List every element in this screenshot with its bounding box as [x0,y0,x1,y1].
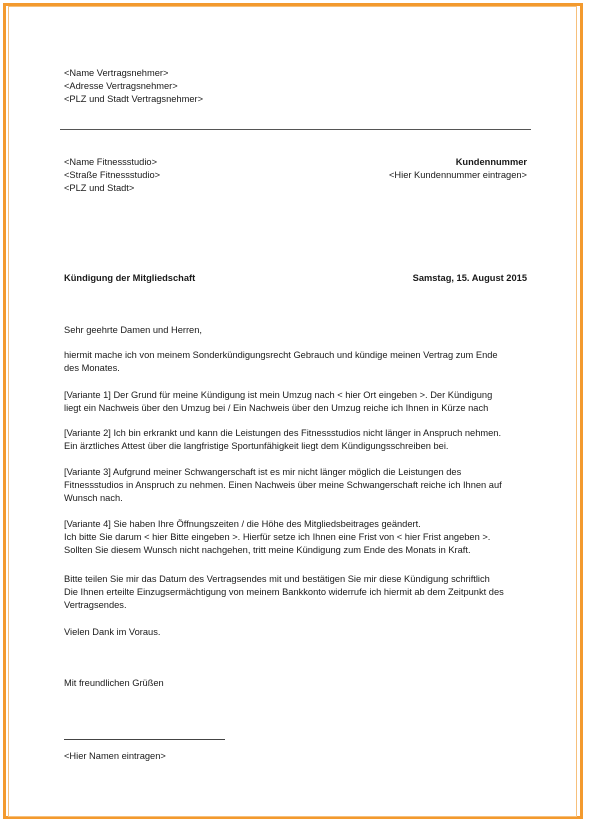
variant3-line-1: [Variante 3] Aufgrund meiner Schwangerschaft ist es mir nicht länger möglich die Leistungen des [64,467,462,477]
subject-line: Kündigung der Mitgliedschaft [64,273,196,283]
closing-line-3: Vertragsendes. [64,600,127,610]
signature-name-placeholder: <Hier Namen eintragen> [64,751,166,761]
variant2-line-2: Ein ärztliches Attest über die langfristige Sportunfähigkeit liegt dem Kündigungsschreiben bei. [64,441,449,451]
variant4-line-1: [Variante 4] Sie haben Ihre Öffnungszeiten / die Höhe des Mitgliedsbeitrages geändert. [64,519,421,529]
variant4-line-3: Sollten Sie diesem Wunsch nicht nachgehen, tritt meine Kündigung zum Ende des Monats in Kraft. [64,545,471,555]
variant2-line-1: [Variante 2] Ich bin erkrankt und kann die Leistungen des Fitnessstudios nicht länger in Anspruch nehmen. [64,428,502,438]
greeting: Mit freundlichen Grüßen [64,678,164,688]
variant3-line-3: Wunsch nach. [64,493,123,503]
thanks-line: Vielen Dank im Voraus. [64,627,161,637]
customer-number-placeholder: <Hier Kundennummer eintragen> [389,170,527,180]
sender-name: <Name Vertragsnehmer> [64,68,169,78]
closing-line-2: Die Ihnen erteilte Einzugsermächtigung von meinem Bankkonto widerrufe ich hiermit ab dem Zeitpunkt des [64,587,504,597]
closing-line-1: Bitte teilen Sie mir das Datum des Vertragsendes mit und bestätigen Sie mir diese Kündigung schriftlich [64,574,490,584]
intro-line-1: hiermit mache ich von meinem Sonderkündigungsrecht Gebrauch und kündige meinen Vertrag zum Ende [64,350,498,360]
variant1-line-1: [Variante 1] Der Grund für meine Kündigung ist mein Umzug nach < hier Ort eingeben >. Der Kündigung [64,390,493,400]
variant3-line-2: Fitnessstudios in Anspruch zu nehmen. Einen Nachweis über meine Schwangerschaft reiche ich Ihnen auf [64,480,502,490]
variant4-line-2: Ich bitte Sie darum < hier Bitte eingeben >. Hierfür setze ich Ihnen eine Frist von < hier Frist angeben >. [64,532,491,542]
intro-line-2: des Monates. [64,363,120,373]
recipient-street: <Straße Fitnessstudio> [64,170,161,180]
header-divider [60,129,531,130]
variant1-line-2: liegt ein Nachweis über den Umzug bei / Ein Nachweis über den Umzug reiche ich Ihnen in Kürze nach [64,403,489,413]
sender-address: <Adresse Vertragsnehmer> [64,81,178,91]
recipient-city: <PLZ und Stadt> [64,183,135,193]
letter-date: Samstag, 15. August 2015 [412,273,527,283]
recipient-name: <Name Fitnessstudio> [64,157,158,167]
signature-line [64,739,225,740]
sender-city: <PLZ und Stadt Vertragsnehmer> [64,94,204,104]
salutation: Sehr geehrte Damen und Herren, [64,325,202,335]
customer-number-label: Kundennummer [455,157,527,167]
